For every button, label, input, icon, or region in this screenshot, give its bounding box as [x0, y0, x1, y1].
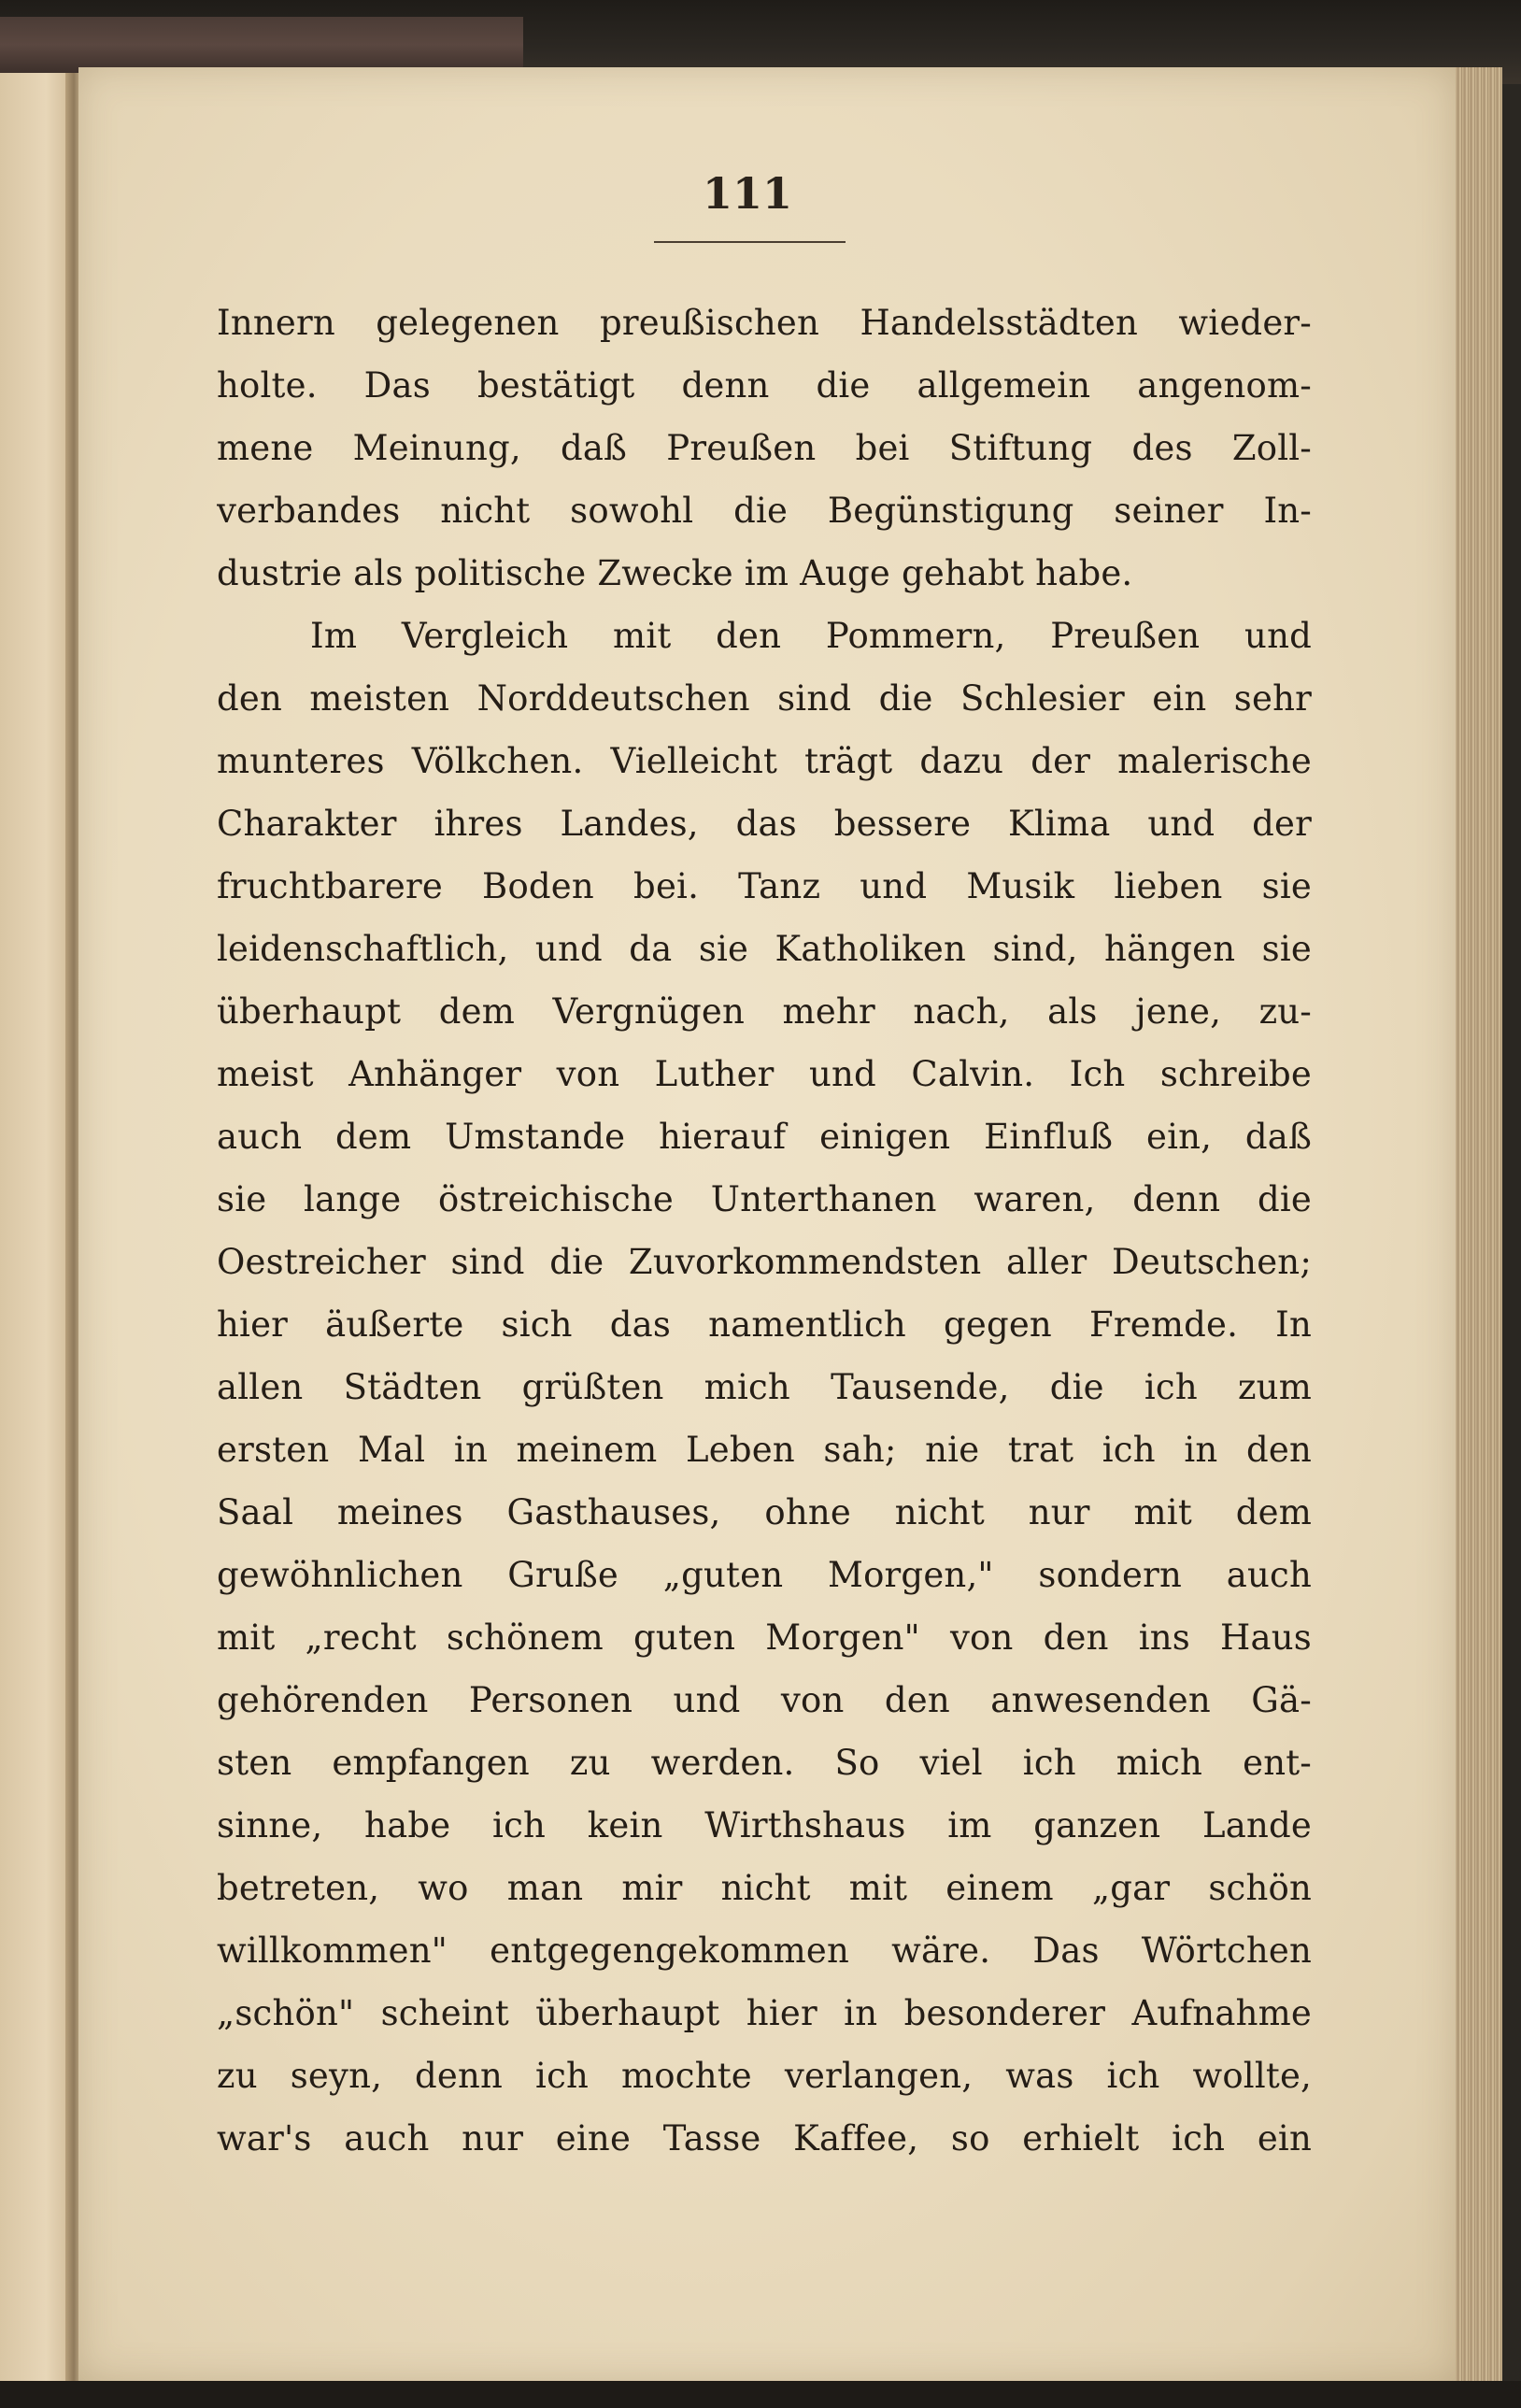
book-cover-edge [0, 17, 523, 73]
text-line: munteres Völkchen. Vielleicht trägt dazu der malerische [217, 741, 1312, 781]
text-line: überhaupt dem Vergnügen mehr nach, als jene, zu- [217, 991, 1312, 1032]
text-line: leidenschaftlich, und da sie Katholiken sind, hängen sie [217, 929, 1312, 969]
text-line: mene Meinung, daß Preußen bei Stiftung des Zoll- [217, 428, 1312, 468]
text-line: willkommen" entgegengekommen wäre. Das Wörtchen [217, 1931, 1312, 1971]
text-line: auch dem Umstande hierauf einigen Einfluß ein, daß [217, 1117, 1312, 1157]
page-number-rule [654, 241, 846, 243]
page-text [217, 292, 1312, 2170]
scanner-background-bottom [0, 2381, 1521, 2408]
text-line: fruchtbarere Boden bei. Tanz und Musik lieben sie [217, 866, 1312, 906]
text-line: ersten Mal in meinem Leben sah; nie trat ich in den [217, 1430, 1312, 1470]
text-line: verbandes nicht sowohl die Begünstigung seiner In- [217, 491, 1312, 531]
text-line: dustrie als politische Zwecke im Auge gehabt habe. [217, 553, 1133, 593]
text-line: meist Anhänger von Luther und Calvin. Ich schreibe [217, 1054, 1312, 1094]
text-line: allen Städten grüßten mich Tausende, die ich zum [217, 1367, 1312, 1407]
text-line: Saal meines Gasthauses, ohne nicht nur mit dem [217, 1492, 1312, 1532]
text-line: zu seyn, denn ich mochte verlangen, was ich wollte, [217, 2056, 1312, 2096]
text-line: hier äußerte sich das namentlich gegen Fremde. In [217, 1304, 1312, 1345]
text-line: gewöhnlichen Gruße „guten Morgen," sondern auch [217, 1555, 1312, 1595]
text-line: sten empfangen zu werden. So viel ich mich ent- [217, 1743, 1312, 1783]
text-line: mit „recht schönem guten Morgen" von den ins Haus [217, 1617, 1312, 1658]
text-line-paragraph-start: Im Vergleich mit den Pommern, Preußen und [310, 616, 1312, 656]
text-line: sinne, habe ich kein Wirthshaus im ganzen Lande [217, 1805, 1312, 1845]
text-line: gehörenden Personen und von den anwesenden Gä- [217, 1680, 1312, 1720]
page-number: 111 [702, 168, 793, 219]
text-line: Charakter ihres Landes, das bessere Klima und der [217, 804, 1312, 844]
text-line: war's auch nur eine Tasse Kaffee, so erhielt ich ein [217, 2118, 1312, 2159]
text-line: „schön" scheint überhaupt hier in besonderer Aufnahme [217, 1993, 1312, 2033]
page-edges [1456, 67, 1502, 2381]
text-line: holte. Das bestätigt denn die allgemein angenom- [217, 365, 1312, 406]
text-line: Oestreicher sind die Zuvorkommendsten aller Deutschen; [217, 1242, 1312, 1282]
text-line: den meisten Norddeutschen sind die Schlesier ein sehr [217, 678, 1312, 719]
text-line: betreten, wo man mir nicht mit einem „gar schön [217, 1868, 1312, 1908]
text-line: sie lange östreichische Unterthanen waren, denn die [217, 1179, 1312, 1219]
text-line: Innern gelegenen preußischen Handelsstädten wieder- [217, 303, 1312, 343]
